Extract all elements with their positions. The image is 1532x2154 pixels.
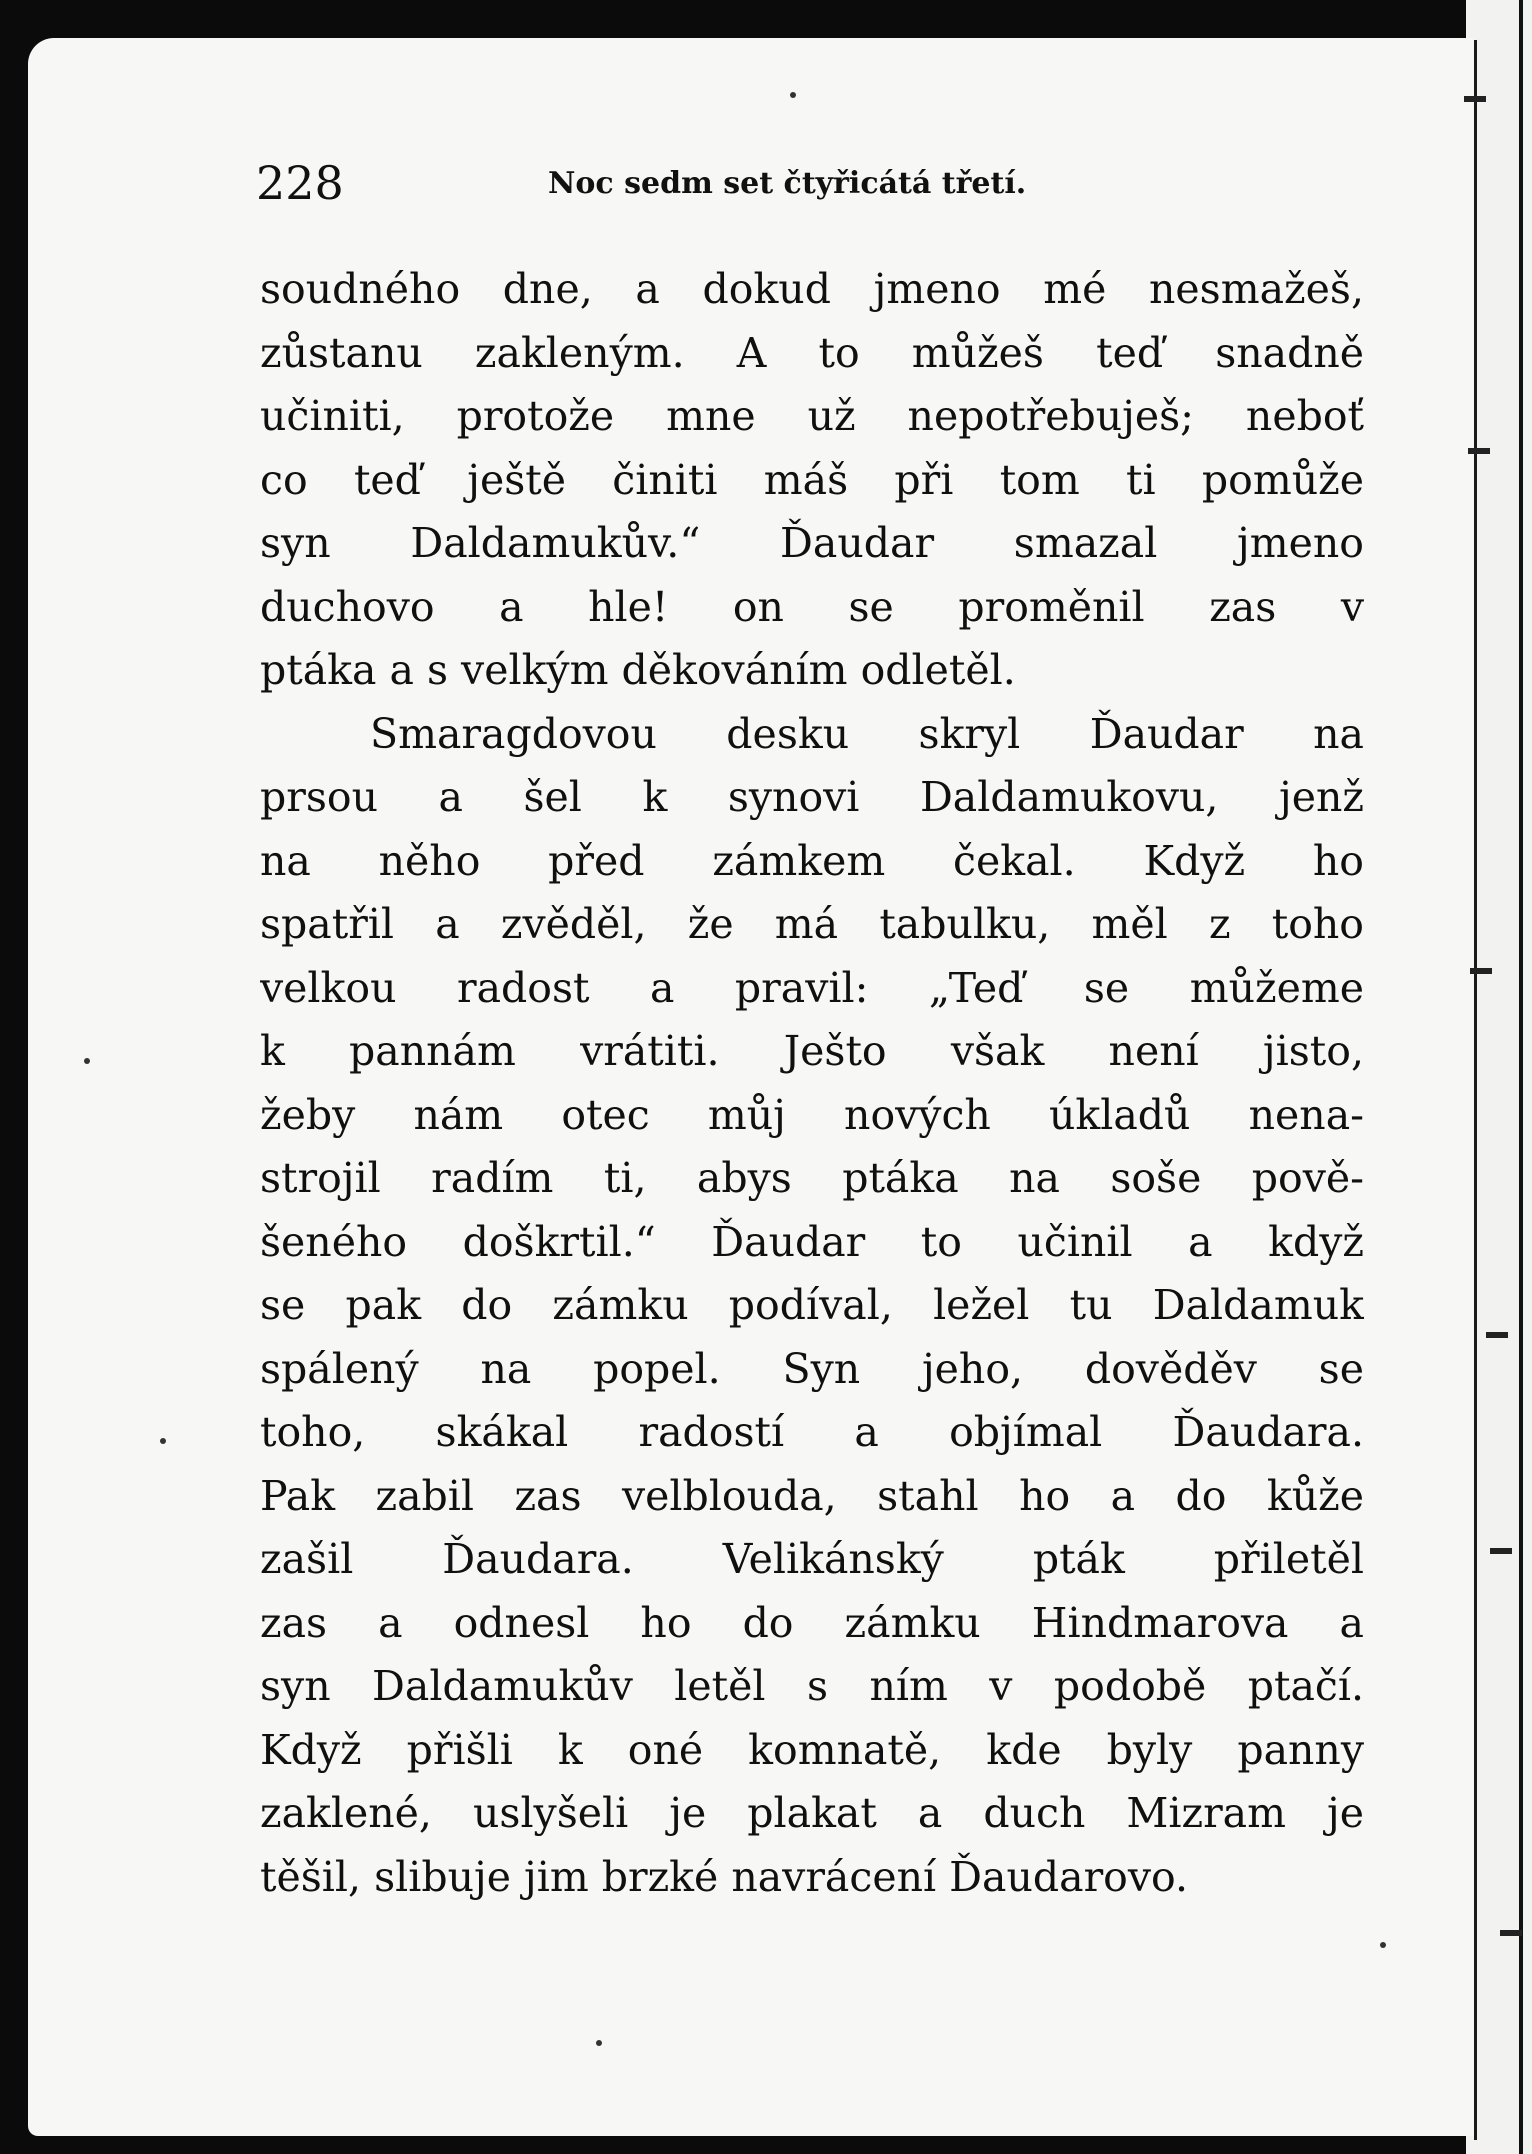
text-line: zůstanu zakleným. A to můžeš teď snadně (260, 328, 1364, 377)
text-line: toho, skákal radostí a objímal Ďaudara. (260, 1408, 1364, 1456)
page-number: 228 (256, 156, 344, 210)
running-title: Noc sedm set čtyřicátá třetí. (548, 166, 1027, 201)
edge-mark (1500, 1930, 1522, 1936)
text-line: velkou radost a pravil: „Teď se můžeme (260, 963, 1364, 1012)
facing-page-border (1519, 0, 1523, 2154)
edge-mark (1468, 448, 1490, 454)
edge-mark (1486, 1332, 1508, 1338)
text-line: se pak do zámku podíval, ležel tu Daldamuk (260, 1281, 1364, 1329)
book-page (28, 38, 1476, 2136)
text-line: duchovo a hle! on se proměnil zas v (260, 582, 1364, 631)
text-line: prsou a šel k synovi Daldamukovu, jenž (260, 773, 1364, 821)
text-line: těšil, slibuje jim brzké navrácení Ďaudarovo. (260, 1852, 1189, 1901)
text-line: ptáka a s velkým děkováním odletěl. (260, 646, 1016, 694)
paper-speck (1380, 1942, 1386, 1948)
text-line: syn Daldamukův letěl s ním v podobě ptačí. (260, 1662, 1364, 1710)
text-line: žeby nám otec můj nových úkladů nena- (260, 1090, 1364, 1139)
text-line: k pannám vrátiti. Ješto však není jisto, (260, 1027, 1364, 1075)
text-line: šeného doškrtil.“ Ďaudar to učinil a když (260, 1217, 1364, 1266)
edge-mark (1490, 1548, 1512, 1554)
edge-mark (1470, 968, 1492, 974)
text-line: strojil radím ti, abys ptáka na soše pově- (260, 1154, 1364, 1202)
text-line: Když přišli k oné komnatě, kde byly panny (260, 1725, 1364, 1774)
text-line: co teď ještě činiti máš při tom ti pomůže (260, 455, 1364, 504)
paper-speck (84, 1058, 90, 1064)
text-line: spálený na popel. Syn jeho, dověděv se (260, 1344, 1364, 1393)
paper-speck (790, 92, 796, 98)
paper-speck (596, 2040, 602, 2046)
text-line: spatřil a zvěděl, že má tabulku, měl z toho (260, 900, 1364, 948)
running-head (28, 156, 1476, 210)
paper-speck (160, 1438, 166, 1444)
text-line: zas a odnesl ho do zámku Hindmarova a (260, 1598, 1364, 1647)
edge-mark (1464, 96, 1486, 102)
page-gutter-line (1474, 40, 1477, 2140)
text-line: Pak zabil zas velblouda, stahl ho a do kůže (260, 1471, 1364, 1520)
text-line: soudného dne, a dokud jmeno mé nesmažeš, (260, 265, 1364, 313)
text-line: zaklené, uslyšeli je plakat a duch Mizram je (260, 1789, 1364, 1837)
text-line: syn Daldamukův.“ Ďaudar smazal jmeno (260, 519, 1364, 567)
text-line: učiniti, protože mne už nepotřebuješ; neboť (260, 392, 1364, 440)
text-line: zašil Ďaudara. Velikánský pták přiletěl (260, 1535, 1364, 1583)
body-text (260, 258, 1364, 1909)
text-line: Smaragdovou desku skryl Ďaudar na (370, 709, 1364, 758)
text-line: na něho před zámkem čekal. Když ho (260, 836, 1364, 885)
